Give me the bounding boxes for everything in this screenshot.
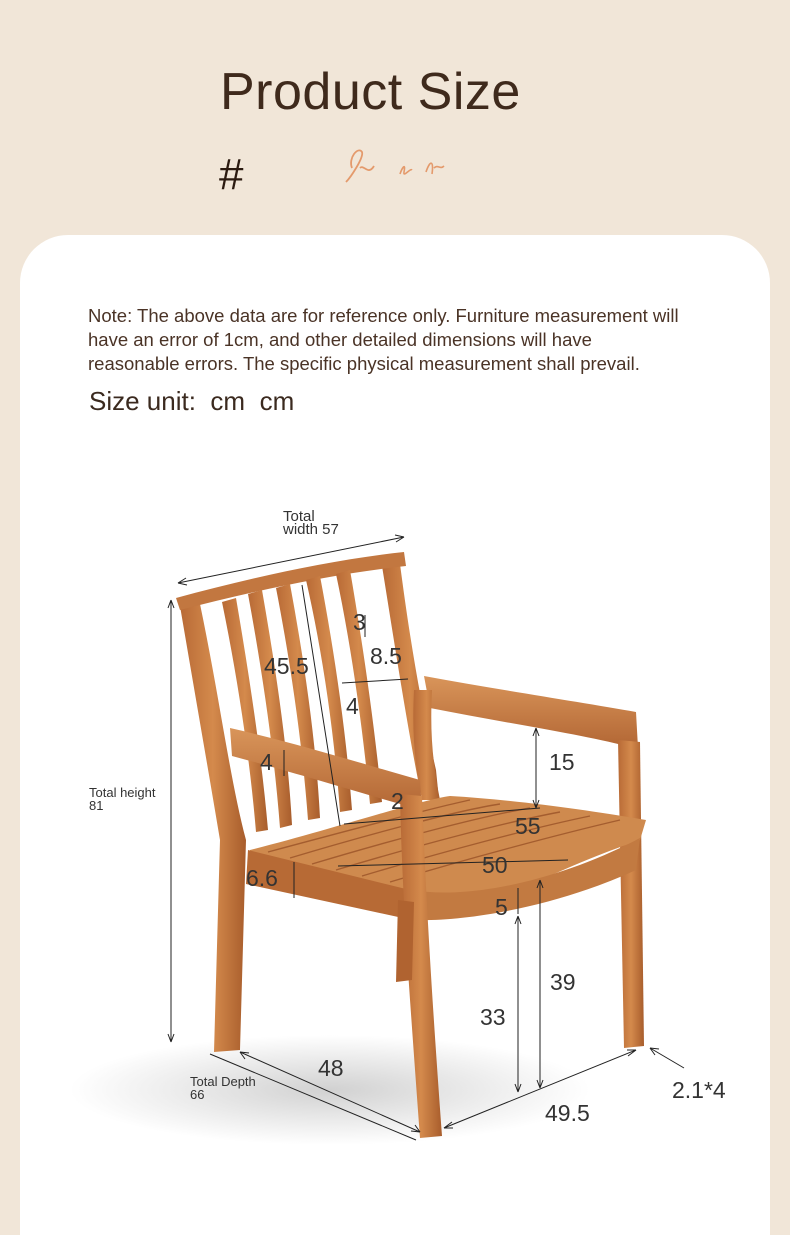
label-slat-width: 4 xyxy=(346,693,359,719)
label-total-width-1: Total xyxy=(283,508,315,525)
label-total-depth-1: Total Depth xyxy=(190,1074,256,1089)
label-seat-width: 50 xyxy=(482,852,508,878)
size-unit-value-2: cm xyxy=(259,386,295,416)
label-armrest-height: 15 xyxy=(549,749,575,775)
label-armrest-width: 2 xyxy=(391,788,404,814)
page-title: Product Size xyxy=(220,63,521,121)
size-unit-label: Size unit: xyxy=(89,386,196,416)
label-slat-gap: 3 xyxy=(353,609,366,635)
back-right-rear-leg xyxy=(396,900,414,982)
label-leg-size: 2.1*4 xyxy=(672,1077,726,1103)
note-text: Note: The above data are for reference only. Furniture measurement will have an error of 1cm, and other detailed dimensions will have reasonable errors. The specific physical measurement shall prevail. xyxy=(88,305,679,374)
label-apron-height: 6.6 xyxy=(246,865,278,891)
right-armrest xyxy=(424,676,638,748)
front-right-leg xyxy=(618,740,644,1048)
hash-symbol: # xyxy=(219,150,244,199)
label-seat-height: 33 xyxy=(480,1004,506,1030)
label-depth: 48 xyxy=(318,1055,344,1081)
label-seat-thickness: 5 xyxy=(495,894,508,920)
label-width: 49.5 xyxy=(545,1100,590,1126)
size-unit-value: cm xyxy=(210,386,246,416)
label-total-height-2: 81 xyxy=(89,798,104,813)
label-total-depth-2: 66 xyxy=(190,1087,205,1102)
label-seat-depth: 55 xyxy=(515,813,541,839)
label-backrest-height: 45.5 xyxy=(264,653,309,679)
label-slat-spacing: 8.5 xyxy=(370,643,402,669)
label-total-height-1: Total height xyxy=(89,785,156,800)
label-armrest-thickness: 4 xyxy=(260,749,273,775)
label-front-seat-height: 39 xyxy=(550,969,576,995)
label-total-width-2: width 57 xyxy=(283,521,339,538)
floor-shadow xyxy=(70,1035,590,1145)
